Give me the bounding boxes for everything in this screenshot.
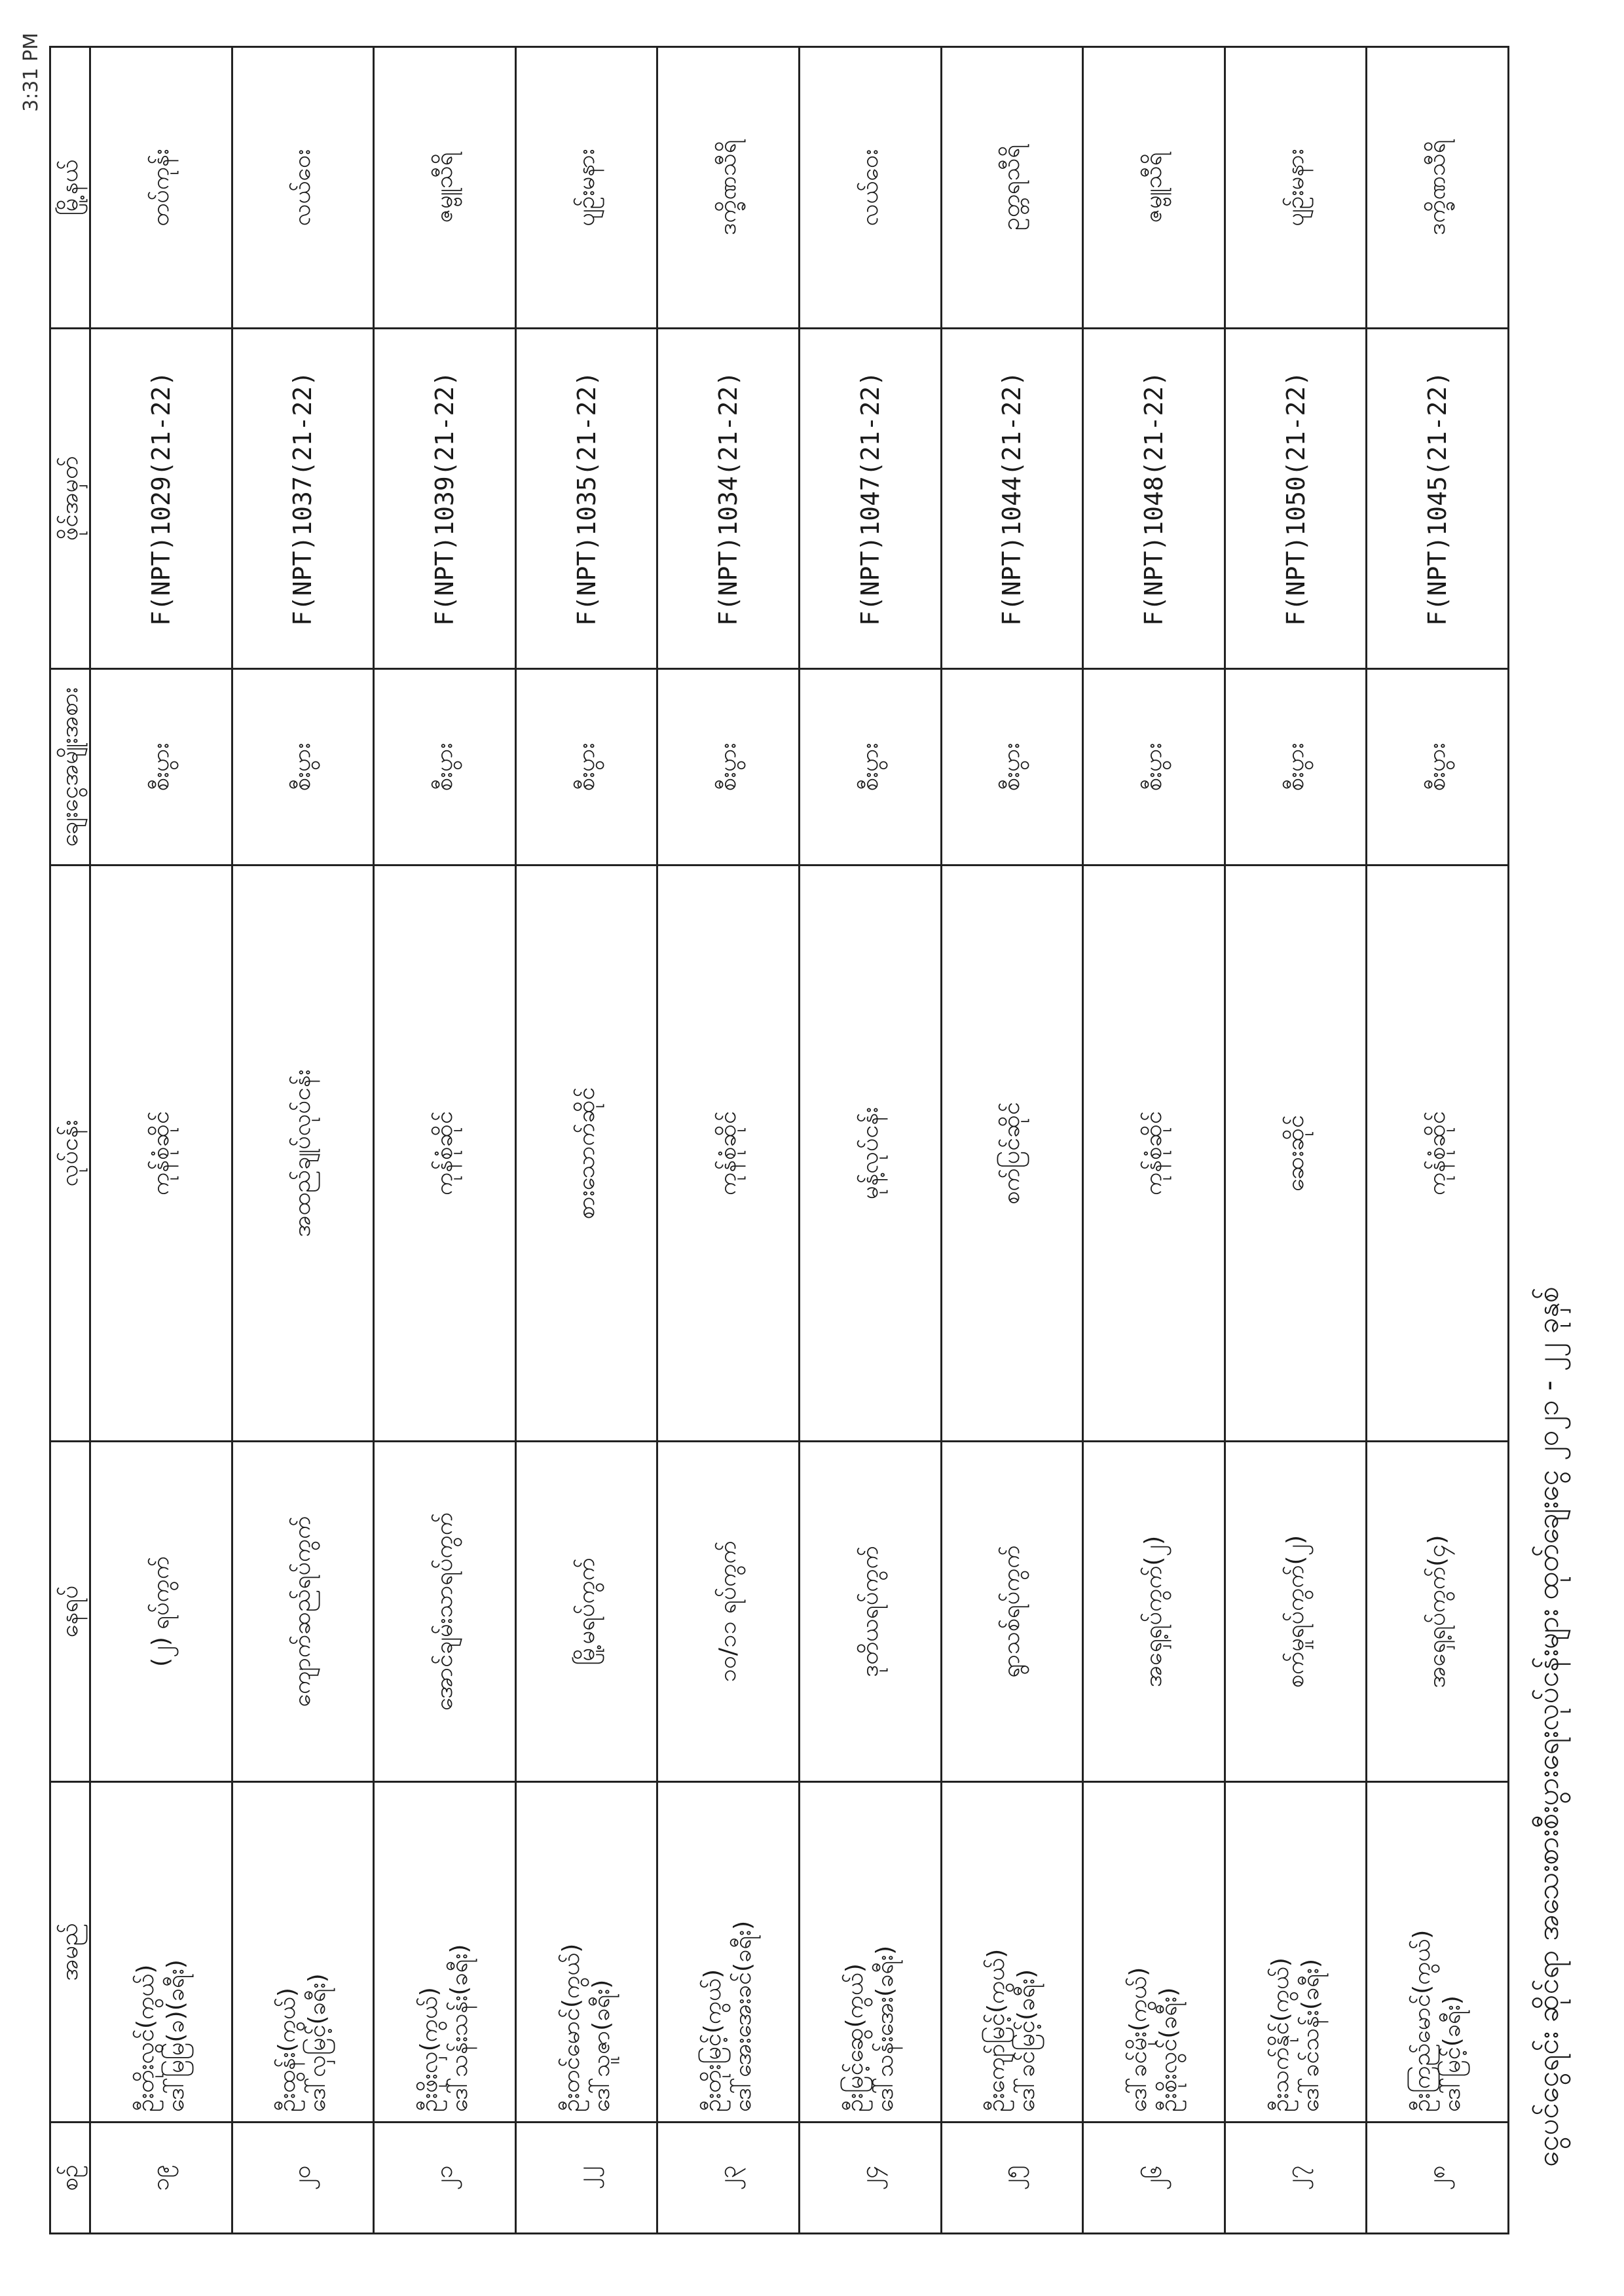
row-no: ၂၂ bbox=[515, 2123, 657, 2234]
row-business: စက်ပြင်ဆိုင် bbox=[941, 866, 1083, 1442]
row-business: ကုန်စုံဆိုင် bbox=[374, 866, 516, 1442]
row-no: ၂၆ bbox=[1083, 2123, 1225, 2234]
row-no: ၂၅ bbox=[941, 2123, 1083, 2234]
row-township: ဇမ္ဗူသီရိ bbox=[1083, 47, 1225, 329]
row-township: ဥတ္တရသီရိ bbox=[941, 47, 1083, 329]
row-file: F(NPT)1044(21-22) bbox=[941, 329, 1083, 669]
table-row bbox=[1083, 47, 1225, 2234]
row-file: F(NPT)1048(21-22) bbox=[1083, 329, 1225, 669]
header-file: ဖိုင်အမှတ် bbox=[50, 329, 90, 669]
row-township: ပျဉ်းမနား bbox=[515, 47, 657, 329]
row-file: F(NPT)1050(21-22) bbox=[1225, 329, 1367, 669]
row-category: စီးပွား bbox=[515, 669, 657, 866]
row-name: ဒေါ်ခင်မိုး(ကွယ်) ဦးစိုးလွင်(ခရီး) bbox=[1083, 1782, 1225, 2123]
row-address: အရှေ့ရပ်ကွက်(၄) bbox=[1367, 1442, 1509, 1782]
table-row bbox=[515, 47, 657, 2234]
row-address: (၂) ရပ်ကွက် bbox=[90, 1442, 232, 1782]
row-township: တပ်ကုန်း bbox=[90, 47, 232, 329]
row-business: စားသောက်ဆိုင် bbox=[515, 866, 657, 1442]
row-category: စီးပွား bbox=[374, 669, 516, 866]
row-no: ၂၄ bbox=[799, 2123, 941, 2234]
header-no: စဉ် bbox=[50, 2123, 90, 2234]
table-row bbox=[657, 47, 800, 2234]
row-category: စီးပွား bbox=[657, 669, 800, 866]
row-address: ရွာသစ်ရပ်ကွက် bbox=[941, 1442, 1083, 1782]
row-no: ၂၃ bbox=[657, 2123, 800, 2234]
header-category: ချေးငွေအမျိုးအစား bbox=[50, 669, 90, 866]
header-business: လုပ်ငန်း bbox=[50, 866, 90, 1442]
row-business: ကုန်စုံဆိုင် bbox=[657, 866, 800, 1442]
row-no: ၂၈ bbox=[1367, 2123, 1509, 2234]
row-category: စီးပွား bbox=[1367, 669, 1509, 866]
row-address: ကျောက်ဆည်ရပ်ကွက် bbox=[232, 1442, 374, 1782]
header-address: နေရပ် bbox=[50, 1442, 90, 1782]
row-file: F(NPT)1035(21-22) bbox=[515, 329, 657, 669]
row-name: ဦးဖိုးလှ(ကွယ်) ဒေါ်သန်းသန်း(ခရီး) bbox=[374, 1782, 516, 2123]
row-business: ကုန်စုံဆိုင် bbox=[1367, 866, 1509, 1442]
row-category: စီးပွား bbox=[1225, 669, 1367, 866]
row-business: ကုန်စုံဆိုင် bbox=[90, 866, 232, 1442]
row-category: စီးပွား bbox=[799, 669, 941, 866]
row-township: ဇမ္ဗူသီရိ bbox=[374, 47, 516, 329]
row-address: ဒုတိယရပ်ကွက် bbox=[799, 1442, 941, 1782]
row-no: ၁၉ bbox=[90, 2123, 232, 2234]
row-township: ဒက္ခိဏသီရိ bbox=[657, 47, 800, 329]
row-address: စက်မှုရပ်ကွက်(၂) bbox=[1225, 1442, 1367, 1782]
document-title: ငွေပင်ငွေရင်း ဆိုင်ရာ အသေးစားစီးပွားရေးလုပ်ငန်းများ ထုတ်ချေးငွေ ၂၀၂၁ - ၂၂ ခုနှစ် bbox=[1532, 1286, 1565, 2167]
row-no: ၂၇ bbox=[1225, 2123, 1367, 2234]
row-township: ဒက္ခိဏသီရိ bbox=[1367, 47, 1509, 329]
row-business: ဆေးဆိုင် bbox=[1225, 866, 1367, 1442]
row-category: စီးပွား bbox=[1083, 669, 1225, 866]
table-row bbox=[941, 47, 1083, 2234]
table-row bbox=[374, 47, 516, 2234]
row-file: F(NPT)1034(21-22) bbox=[657, 329, 800, 669]
table-row bbox=[799, 47, 941, 2234]
row-address: အောင်ချမ်းသာရပ်ကွက် bbox=[374, 1442, 516, 1782]
row-name: ဦးတိုးမြင့်(ကွယ်) ဒေါ်အေးအေးခင်(ခရီး) bbox=[657, 1782, 800, 2123]
row-no: ၂၁ bbox=[374, 2123, 516, 2234]
row-name: ဦးသက်နိုင်(ကွယ်) ဒေါ်ခင်သန်း(ခရီး) bbox=[1225, 1782, 1367, 2123]
row-township: လယ်ဝေး bbox=[799, 47, 941, 329]
row-file: F(NPT)1029(21-22) bbox=[90, 329, 232, 669]
row-name: ဦးကြည်မောင်(ကွယ်) ဒေါ်မြင့်(ခရီး) bbox=[1367, 1782, 1509, 2123]
row-business: ကုန်စုံဆိုင် bbox=[1083, 866, 1225, 1442]
row-address: အရှေ့ရပ်ကွက်(၂) bbox=[1083, 1442, 1225, 1782]
row-address: ၁၀/၁၁ ရပ်ကွက် bbox=[657, 1442, 800, 1782]
row-category: စီးပွား bbox=[90, 669, 232, 866]
row-file: F(NPT)1047(21-22) bbox=[799, 329, 941, 669]
row-file: F(NPT)1045(21-22) bbox=[1367, 329, 1509, 669]
table-row bbox=[90, 47, 232, 2234]
table-header-row bbox=[50, 47, 90, 2234]
row-address: မြို့မရပ်ကွက် bbox=[515, 1442, 657, 1782]
row-business: အထည်ချုပ်လုပ်ငန်း bbox=[232, 866, 374, 1442]
row-township: လယ်ဝေး bbox=[232, 47, 374, 329]
row-name: ဦးထွန်း(ကွယ်) ဒေါ်လှမြင့်(ခရီး) bbox=[232, 1782, 374, 2123]
row-business: မုန့်လုပ်ငန်း bbox=[799, 866, 941, 1442]
row-file: F(NPT)1039(21-22) bbox=[374, 329, 516, 669]
row-file: F(NPT)1037(21-22) bbox=[232, 329, 374, 669]
table-row bbox=[1367, 47, 1509, 2234]
loan-register-table bbox=[49, 46, 1509, 2234]
header-name: အမည် bbox=[50, 1782, 90, 2123]
row-name: ဦးမြင့်ဆွေ(ကွယ်) ဒေါ်သန်းအေး(ခရီး) bbox=[799, 1782, 941, 2123]
table-row bbox=[232, 47, 374, 2234]
row-township: ပျဉ်းမနား bbox=[1225, 47, 1367, 329]
row-name: ဦးတိုးလွင်(ကွယ်) ဒေါ်မြမြ(ခ)(ခရီး) bbox=[90, 1782, 232, 2123]
row-name: ဦးကျော်မြင့်(ကွယ်) ဒေါ်ခင်မြင့်(ခရီး) bbox=[941, 1782, 1083, 2123]
row-category: စီးပွား bbox=[941, 669, 1083, 866]
row-name: ဦးတင်မောင်(ကွယ်) ဒေါ်သူဇာ(ခရီး) bbox=[515, 1782, 657, 2123]
header-township: မြို့နယ် bbox=[50, 47, 90, 329]
row-category: စီးပွား bbox=[232, 669, 374, 866]
row-no: ၂၀ bbox=[232, 2123, 374, 2234]
table-row bbox=[1225, 47, 1367, 2234]
scan-timestamp: 3:31 PM bbox=[20, 33, 43, 112]
